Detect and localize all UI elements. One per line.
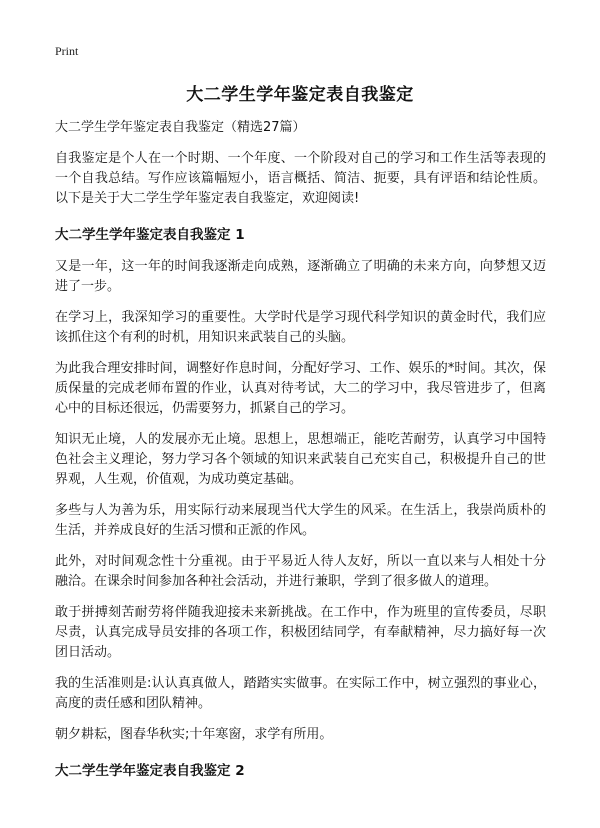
print-link[interactable]: Print [55,44,79,58]
section-1-heading: 大二学生学年鉴定表自我鉴定 1 [55,227,245,243]
section-1-paragraph: 为此我合理安排时间，调整好作息时间，分配好学习、工作、娱乐的*时间。其次，保质保量的完成老师布置的作业，认真对待考试，大二的学习中，我尽管进步了，但离心中的目标还很远，仍需要努力，抓紧自己的学习。 [55,361,546,416]
section-1-paragraph: 朝夕耕耘，图春华秋实;十年寒窗，求学有所用。 [55,727,333,742]
section-1-paragraph: 知识无止境，人的发展亦无止境。思想上，思想端正，能吃苦耐劳，认真学习中国特色社会主义理论，努力学习各个领域的知识来武装自己充实自己，积极提升自己的世界观，人生观，价值观，为成功奠定基础。 [55,432,546,487]
document-subtitle: 大二学生学年鉴定表自我鉴定（精选27篇） [55,120,306,135]
section-1-paragraph: 在学习上，我深知学习的重要性。大学时代是学习现代科学知识的黄金时代，我们应该抓住这个有利的时机，用知识来武装自己的头脑。 [55,310,546,345]
section-1-paragraph: 此外，对时间观念性十分重视。由于平易近人待人友好，所以一直以来与人相处十分融洽。在课余时间参加各种社会活动，并进行兼职，学到了很多做人的道理。 [55,554,546,589]
document-body [55,118,546,793]
section-1-paragraph: 敢于拼搏刻苦耐劳将伴随我迎接未来新挑战。在工作中，作为班里的宣传委员，尽职尽责，认真完成导员安排的各项工作，积极团结同学，有奉献精神，尽力搞好每一次团日活动。 [55,605,546,660]
section-1-paragraph: 又是一年，这一年的时间我逐渐走向成熟，逐渐确立了明确的未来方向，向梦想又迈进了一步。 [55,259,546,294]
intro-paragraph: 自我鉴定是个人在一个时期、一个年度、一个阶段对自己的学习和工作生活等表现的一个自我总结。写作应该篇幅短小，语言概括、简洁、扼要，具有评语和结论性质。以下是关于大二学生学年鉴定表自我鉴定，欢迎阅读! [55,151,546,206]
section-1-paragraph: 我的生活准则是:认认真真做人，踏踏实实做事。在实际工作中，树立强烈的事业心，高度的责任感和团队精神。 [55,676,546,711]
section-2-heading: 大二学生学年鉴定表自我鉴定 2 [55,763,245,779]
document-title: 大二学生学年鉴定表自我鉴定 [186,85,414,105]
section-1-paragraph: 多些与人为善为乐，用实际行动来展现当代大学生的风采。在生活上，我崇尚质朴的生活，并养成良好的生活习惯和正派的作风。 [55,503,546,538]
